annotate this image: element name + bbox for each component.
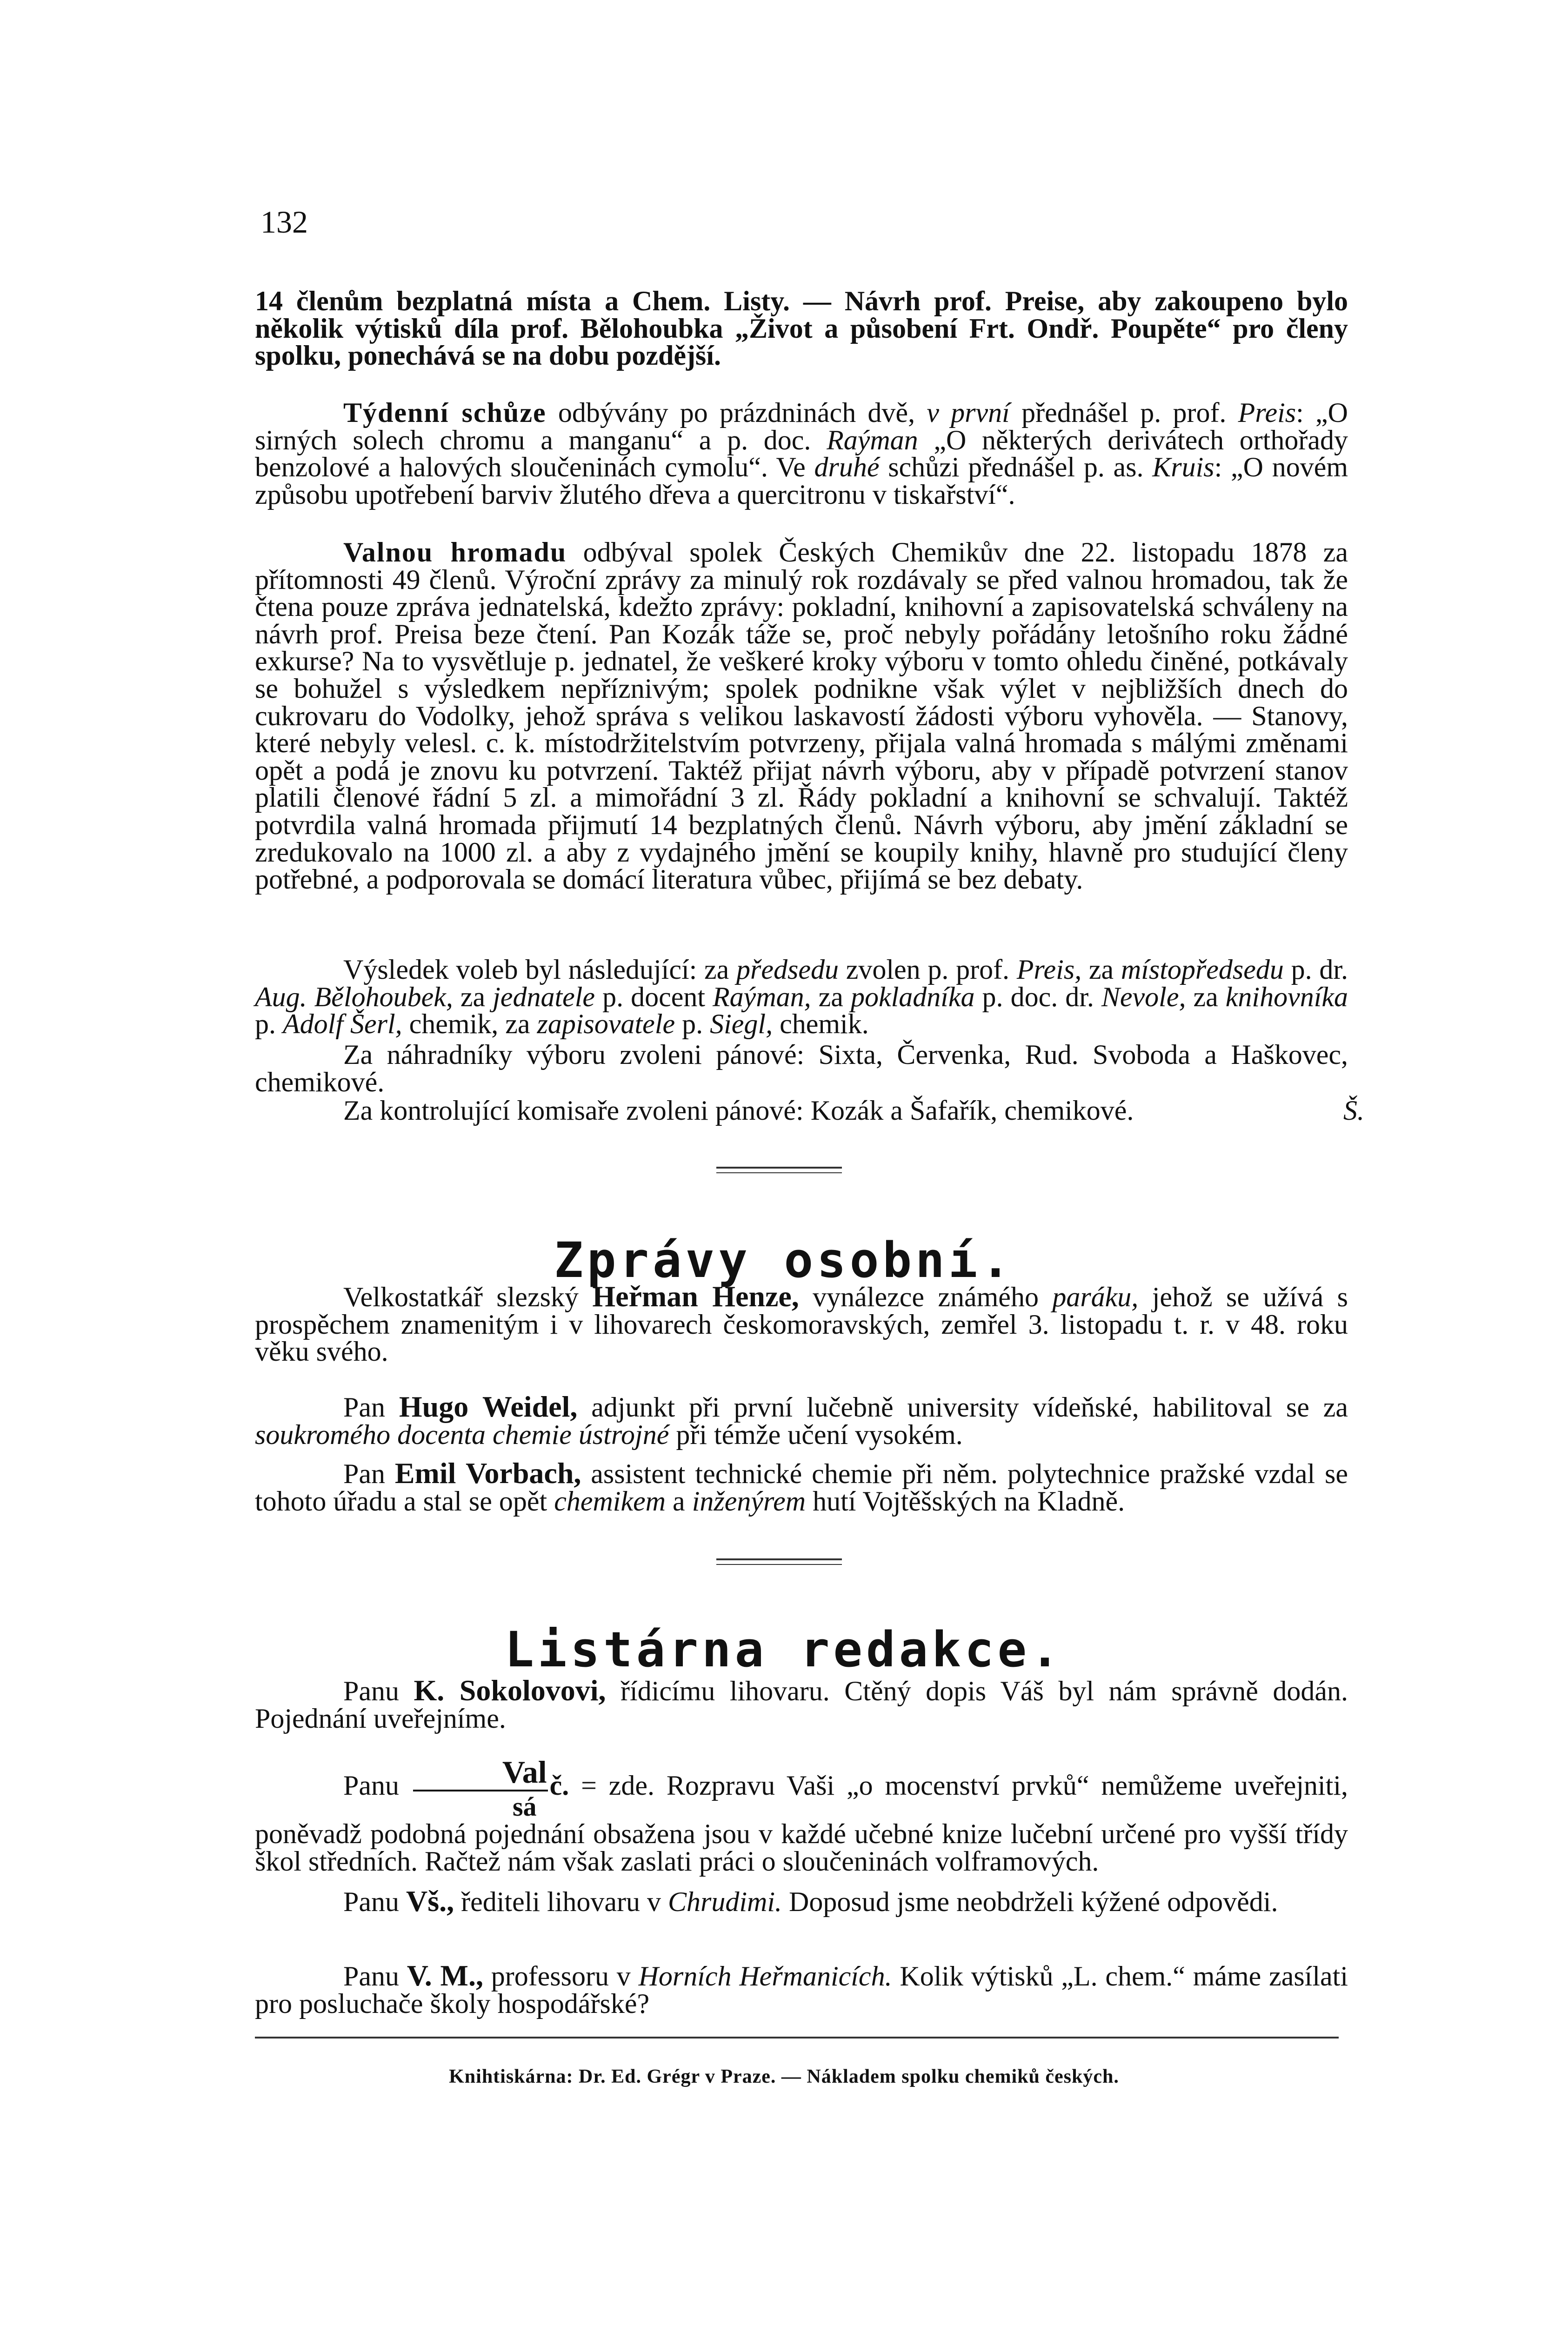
italic-text: knihovníka — [1225, 981, 1348, 1012]
text: p. — [255, 1009, 283, 1040]
bold-name: Vš., — [406, 1885, 454, 1918]
italic-text: pokladníka — [850, 981, 975, 1012]
text: p. dr. — [1283, 954, 1348, 985]
italic-text: Raýman, — [713, 981, 811, 1012]
lead-term: Týdenní schůze — [343, 397, 547, 428]
section-divider — [716, 1558, 842, 1560]
page-number: 132 — [260, 204, 308, 240]
text: Výsledek voleb byl následující: za — [343, 954, 737, 985]
text: „O některých derivátech orthořady benzolové a halových sloučeninách cymolu“. Ve — [255, 424, 1348, 483]
italic-text: v první — [927, 397, 1010, 428]
italic-text: Preis — [1238, 397, 1296, 428]
text: chemik, za — [402, 1009, 537, 1040]
text: jehož se užívá s prospěchem znamenitým i v lihovarech českomoravských, zemřel 3. listopadu t. r. v 48. roku věku svého. — [255, 1282, 1348, 1367]
italic-text: Horních Heřmanicích. — [638, 1961, 892, 1992]
italic-text: Aug. Bělohoubek, — [255, 981, 453, 1012]
text: : „O novém způsobu upotřebení barviv žlutého dřeva a quercitronu v tiskařství“. — [255, 452, 1348, 510]
section-divider — [716, 1564, 842, 1565]
paragraph-henze — [255, 1280, 1348, 1367]
fraction-denominator: sá — [512, 1791, 537, 1822]
italic-text: Kruis — [1152, 452, 1214, 483]
text: Panu — [343, 1676, 414, 1706]
italic-text: Raýman — [827, 424, 918, 455]
italic-text: místopředsedu — [1121, 954, 1284, 985]
text: 14 členům bezplatná místa a Chem. Listy. — Návrh prof. Preise, aby zakoupeno bylo několik výtisků díla prof. Bělohoubka „Život a působení Frt. Ondř. Poupěte“ pro členy spolku, ponechává se na dobu pozdější. — [255, 286, 1348, 371]
lead-term: Valnou hromadu — [343, 537, 567, 568]
text: adjunkt při první lučebně university vídeňské, habilitoval se za — [577, 1392, 1348, 1423]
text: schůzi přednášel p. as. — [879, 452, 1153, 483]
text: při témže učení vysokém. — [669, 1419, 963, 1450]
text: řediteli lihovaru v — [454, 1886, 668, 1917]
text: zvolen p. prof. — [839, 954, 1017, 985]
text: p. — [675, 1009, 710, 1040]
italic-text: zapisovatele — [537, 1009, 675, 1040]
italic-text: Nevole, — [1101, 981, 1186, 1012]
text: chemik. — [773, 1009, 869, 1040]
text: p. docent — [595, 981, 713, 1012]
paragraph-vorbach — [255, 1457, 1348, 1517]
italic-text: Chrudimi. — [668, 1886, 782, 1917]
section-heading-zpravy-osobni: Zprávy osobní. — [554, 1232, 1014, 1289]
paragraph-vm — [255, 1959, 1348, 2019]
paragraph-tydenni-schuze — [255, 399, 1348, 508]
italic-text: paráku, — [1052, 1282, 1139, 1312]
fraction — [413, 1756, 548, 1820]
text: = zde. Rozpravu Vaši „o mocenství prvků“ nemůžeme uveřejniti, poněvadž podobná pojednání obsažena jsou v každé učebné knize lučební určené pro vyšší třídy škol středních. Račtež nám však zaslati práci o sloučeninách volframových. — [255, 1770, 1348, 1877]
bold-text: č. — [549, 1770, 569, 1801]
text: Za kontrolující komisaře zvoleni pánové: Kozák a Šafařík, chemikové. — [343, 1095, 1134, 1126]
text: hutí Vojtěšských na Kladně. — [806, 1485, 1125, 1517]
paragraph-val-sa — [255, 1756, 1348, 1875]
printer-imprint: Knihtiskárna: Dr. Ed. Grégr v Praze. — Nákladem spolku chemiků českých. — [449, 2066, 1119, 2087]
section-heading-listarna-redakce: Listárna redakce. — [505, 1621, 1063, 1678]
text: Pan — [343, 1458, 395, 1489]
italic-text: inženýrem — [692, 1485, 806, 1517]
footer-rule — [255, 2037, 1339, 2039]
italic-text: Siegl, — [710, 1009, 773, 1040]
paragraph-vs — [255, 1885, 1348, 1918]
italic-text: Preis, — [1016, 954, 1082, 985]
text: řídicímu lihovaru. Ctěný dopis Váš byl nám správně dodán. Pojednání uveřejníme. — [255, 1676, 1348, 1734]
bold-name: K. Sokolovovi, — [414, 1674, 606, 1707]
paragraph-kontrolujici-komisari — [255, 1095, 1364, 1126]
text: za — [811, 981, 851, 1012]
italic-text: druhé — [814, 452, 880, 483]
italic-text: soukromého docenta chemie ústrojné — [255, 1419, 669, 1450]
text: Doposud jsme neobdrželi kýžené odpovědi. — [782, 1886, 1278, 1917]
bold-name: Emil Vorbach, — [394, 1457, 581, 1490]
paragraph-vysledek-voleb — [255, 956, 1348, 1038]
paragraph-weidel — [255, 1390, 1348, 1450]
text: za — [1186, 981, 1226, 1012]
text: : „O sirných solech chromu a manganu“ a p. doc. — [255, 397, 1348, 455]
text: a — [666, 1485, 692, 1517]
text: professoru v — [483, 1961, 639, 1992]
italic-text: chemikem — [554, 1485, 666, 1517]
paragraph-sokolov — [255, 1674, 1348, 1734]
text: odbýval spolek Českých Chemikův dne 22. listopadu 1878 za přítomnosti 49 členů. Výroční zprávy za minulý rok rozdávaly se před valnou hromadou, tak že čtena pouze zpráva jednatelská, kdežto zprávy: pokladní, knihovní a zapisovatelská schváleny na návrh prof. Preisa beze čtení. Pan Kozák táže se, proč nebyly pořádány letošního roku žádné exkurse? Na to vysvětluje p. jednatel, že veškeré kroky výboru v tomto ohledu činěné, potkávaly se bohužel s výsledkem nepříznivým; spolek podnikne však výlet v nejbližších dnech do cukrovaru do Vodolky, jehož správa s velikou laskavostí žádosti výboru vyhověla. — Stanovy, které nebyly velesl. c. k. místodržitelstvím potvrzeny, přijala valná hromada s málými změnami opět a podá je znovu ku potvrzení. Taktéž přijat návrh výboru, aby v případě potvrzení stanov platili členové řádní 5 zl. a mimořádní 3 zl. Řády pokladní a knihovní se schvalují. Taktéž potvrdila valná hromada přijmutí 14 bezplatných členů. Návrh výboru, aby jmění základní se zredukovalo na 1000 zl. a aby z vydajného jmění se koupily knihy, hlavně pro studující členy potřebné, a podporovala se domácí literatura vůbec, přijímá se bez debaty. — [255, 537, 1348, 895]
italic-text: Adolf Šerl, — [283, 1009, 402, 1040]
text: za — [453, 981, 493, 1012]
section-divider — [716, 1172, 842, 1173]
bold-name: V. M., — [407, 1959, 483, 1992]
paragraph-nahradnici — [255, 1041, 1348, 1096]
signature-initial: Š. — [1343, 1095, 1364, 1126]
text: Kolik výtisků „L. chem.“ máme zasílati pro posluchače školy hospodářské? — [255, 1961, 1348, 2019]
text: Panu — [343, 1961, 407, 1992]
text: vynálezce známého — [799, 1282, 1053, 1312]
text: odbývány po prázdninách dvě, — [546, 397, 927, 428]
text: Za náhradníky výboru zvoleni pánové: Sixta, Červenka, Rud. Svoboda a Haškovec, chemikové. — [255, 1039, 1348, 1097]
text: Pan — [343, 1392, 399, 1423]
text: assistent technické chemie při něm. polytechnice pražské vzdal se tohoto úřadu a stal se opět — [255, 1458, 1348, 1517]
text: p. doc. dr. — [974, 981, 1101, 1012]
bold-name: Hugo Weidel, — [399, 1390, 578, 1423]
text: přednášel p. prof. — [1009, 397, 1238, 428]
paragraph-bezplatna-mista — [255, 287, 1348, 369]
text: Panu — [343, 1770, 411, 1801]
section-divider — [716, 1167, 842, 1169]
italic-text: jednatele — [493, 981, 595, 1012]
paragraph-valna-hromada — [255, 539, 1348, 893]
text: za — [1081, 954, 1121, 985]
text: Panu — [343, 1886, 406, 1917]
fraction-numerator: Val — [413, 1756, 548, 1791]
text: Velkostatkář slezský — [343, 1282, 593, 1312]
bold-name: Heřman Henze, — [592, 1280, 799, 1313]
italic-text: předsedu — [736, 954, 839, 985]
